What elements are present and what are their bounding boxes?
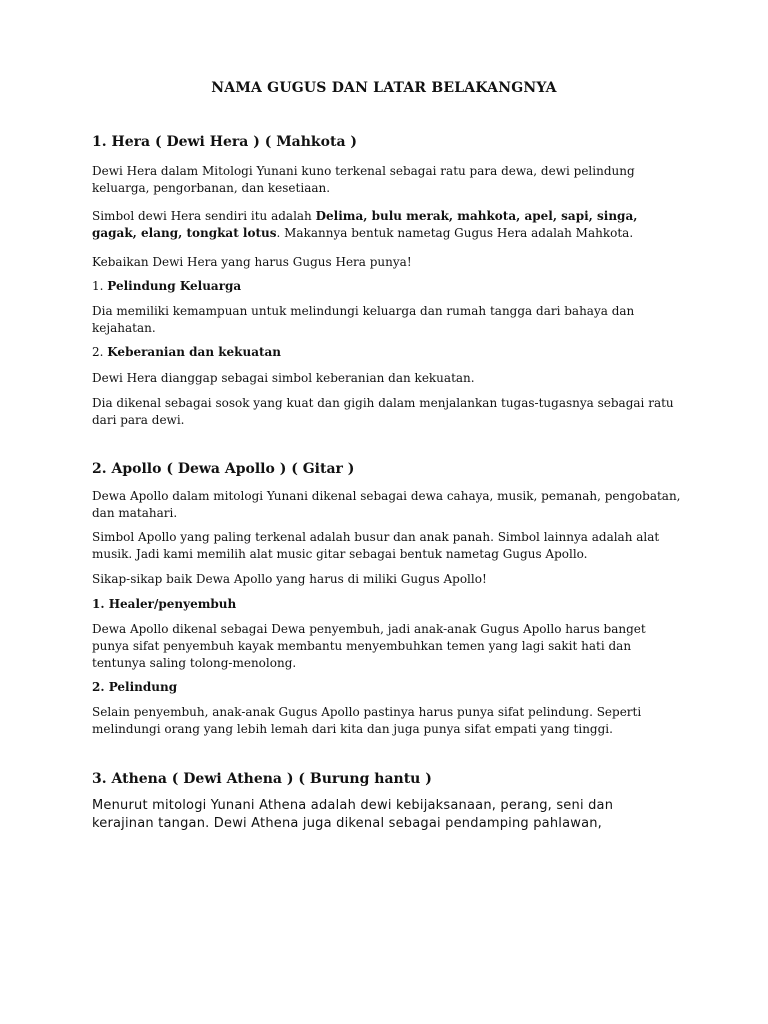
hera-virtue-1-text: Dia memiliki kemampuan untuk melindungi keluarga dan rumah tangga dari bahaya dan kejahatan.	[92, 304, 635, 335]
athena-intro: Menurut mitologi Yunani Athena adalah dewi kebijaksanaan, perang, seni dan kerajinan tangan. Dewi Athena juga dikenal sebagai pendamping pahlawan,	[92, 798, 614, 831]
apollo-virtue-2-text: Selain penyembuh, anak-anak Gugus Apollo pastinya harus punya sifat pelindung. Seperti melindungi orang yang lebih lemah dari kita dan juga punya sifat empati yang tinggi.	[92, 705, 642, 736]
apollo-symbol: Simbol Apollo yang paling terkenal adalah busur dan anak panah. Simbol lainnya adalah alat musik. Jadi kami memilih alat music gitar sebagai bentuk nametag Gugus Apollo.	[92, 530, 660, 561]
apollo-virtue-1-text: Dewa Apollo dikenal sebagai Dewa penyembuh, jadi anak-anak Gugus Apollo harus banget punya sifat penyembuh kayak membantu menyembuhkan temen yang lagi sakit hati dan tentunya saling tolong-menolong.	[92, 622, 646, 670]
section-heading-apollo: 2. Apollo ( Dewa Apollo ) ( Gitar )	[92, 461, 355, 477]
section-heading-hera: 1. Hera ( Dewi Hera ) ( Mahkota )	[92, 134, 358, 150]
apollo-virtue-1-title: 1. Healer/penyembuh	[92, 597, 237, 611]
hera-virtue-2-heading	[92, 344, 682, 361]
hera-symbol-paragraph	[92, 208, 682, 242]
hera-virtue-1-title: Pelindung Keluarga	[107, 279, 242, 293]
hera-symbol-post: . Makannya bentuk nametag Gugus Hera adalah Mahkota.	[276, 226, 634, 240]
hera-symbol-list: Delima, bulu merak, mahkota, apel, sapi, singa, gagak, elang, tongkat lotus	[92, 209, 638, 240]
hera-virtue-1-number: 1.	[92, 279, 108, 293]
hera-virtue-2-number: 2.	[92, 345, 108, 359]
apollo-virtue-2-title: 2. Pelindung	[92, 680, 178, 694]
hera-virtues-intro: Kebaikan Dewi Hera yang harus Gugus Hera punya!	[92, 255, 412, 269]
document-title: NAMA GUGUS DAN LATAR BELAKANGNYA	[211, 80, 557, 96]
hera-virtue-2-text-2: Dia dikenal sebagai sosok yang kuat dan gigih dalam menjalankan tugas-tugasnya sebagai ratu dari para dewi.	[92, 396, 674, 427]
hera-virtue-2-text-1: Dewi Hera dianggap sebagai simbol keberanian dan kekuatan.	[92, 371, 475, 385]
hera-intro: Dewi Hera dalam Mitologi Yunani kuno terkenal sebagai ratu para dewa, dewi pelindung keluarga, pengorbanan, dan kesetiaan.	[92, 164, 635, 195]
hera-virtue-1-heading	[92, 278, 682, 295]
apollo-virtues-intro: Sikap-sikap baik Dewa Apollo yang harus di miliki Gugus Apollo!	[92, 572, 487, 586]
hera-symbol-pre: Simbol dewi Hera sendiri itu adalah	[92, 209, 316, 223]
hera-virtue-2-title: Keberanian dan kekuatan	[107, 345, 282, 359]
section-heading-athena: 3. Athena ( Dewi Athena ) ( Burung hantu )	[92, 771, 432, 787]
apollo-intro: Dewa Apollo dalam mitologi Yunani dikenal sebagai dewa cahaya, musik, pemanah, pengobatan, dan matahari.	[92, 489, 681, 520]
